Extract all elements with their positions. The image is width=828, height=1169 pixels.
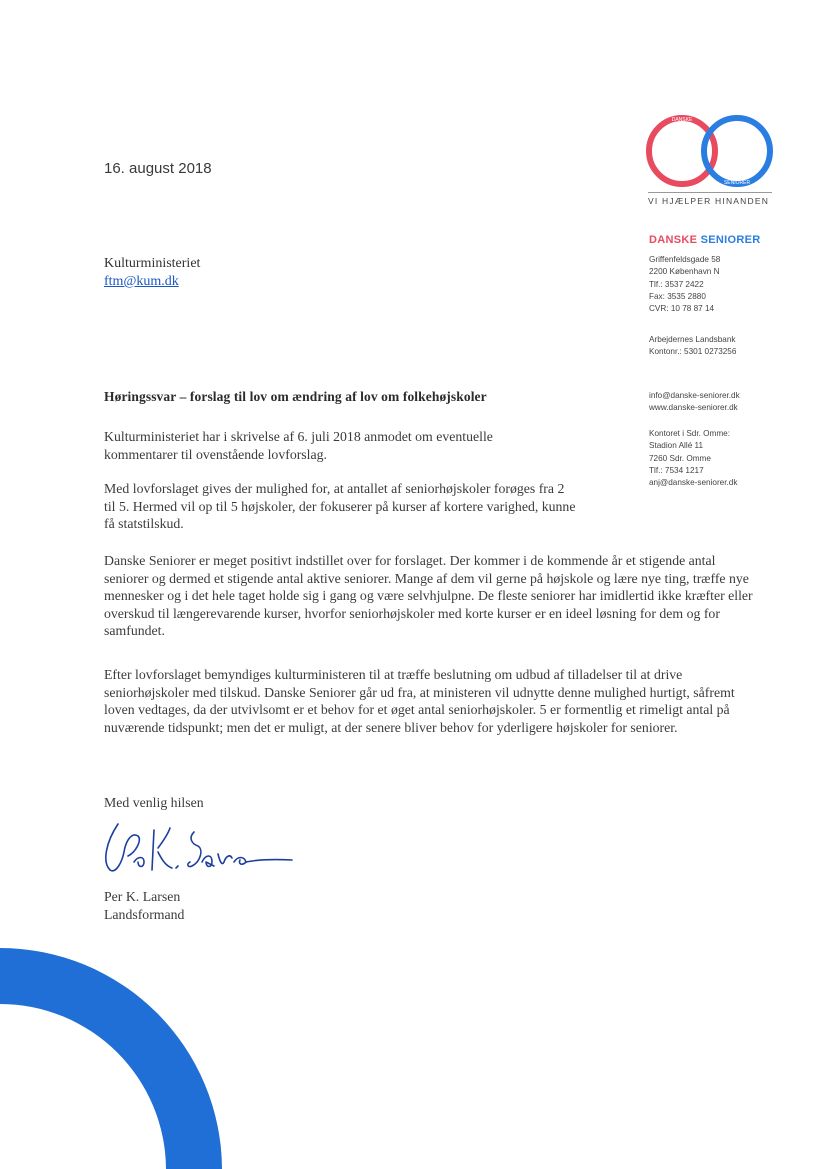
office-heading: Kontoret i Sdr. Omme: — [649, 429, 730, 438]
org-address — [649, 254, 720, 315]
address-line: Griffenfeldsgade 58 — [649, 255, 721, 264]
logo-tagline: VI HJÆLPER HINANDEN — [648, 196, 770, 206]
letter-subject: Høringssvar – forslag til lov om ændring af lov om folkehøjskoler — [104, 389, 487, 404]
recipient-block — [104, 255, 200, 291]
org-name-first: DANSKE — [649, 234, 698, 246]
bank-account: Kontonr.: 5301 0273256 — [649, 347, 737, 357]
phone: Tlf.: 3537 2422 — [649, 279, 704, 289]
org-bank — [649, 334, 736, 359]
danske-seniorer-logo — [640, 110, 780, 192]
office-phone: Tlf.: 7534 1217 — [649, 465, 704, 475]
signer-title: Landsformand — [104, 907, 185, 922]
org-name-second: SENIORER — [700, 234, 761, 246]
signer-block — [104, 888, 184, 924]
recipient-name: Kulturministeriet — [104, 256, 201, 271]
org-website[interactable]: www.danske-seniorer.dk — [649, 403, 738, 413]
org-name — [649, 234, 760, 246]
body-paragraph-1: Kulturministeriet har i skrivelse af 6. juli 2018 anmodet om eventuelle kommentarer til ovenstående lovforslag. — [104, 429, 493, 462]
body-paragraph-4: Efter lovforslaget bemyndiges kulturministeren til at træffe beslutning om udbud af tilladelser til at drive seniorhøjskoler med tilskud. Danske Seniorer går ud fra, at ministeren vil udnytte denne mulighed hurtigt, såfremt loven vedtages, da der utvivlsomt er et behov for et øget antal seniorhøjskoler. 5 er formentlig et rimeligt antal på nuværende tidspunkt; men det er muligt, at der senere bliver behov for yderligere højskoler for seniorer. — [104, 667, 735, 735]
logo-ring-text-top: DANSKE — [671, 117, 693, 123]
office-email[interactable]: anj@danske-seniorer.dk — [649, 478, 738, 488]
logo-ring-text-bottom: SENIORER — [723, 180, 751, 186]
body-paragraph-2: Med lovforslaget gives der mulighed for, at antallet af seniorhøjskoler forøges fra 2 til 5. Hermed vil op til 5 højskoler, der fokuserer på kurser af kortere varighed, kunne få statstilskud. — [104, 481, 576, 532]
office-street: Stadion Allé 11 — [649, 441, 704, 451]
address-line: 2200 København N — [649, 267, 720, 277]
cvr: CVR: 10 78 87 14 — [649, 304, 715, 314]
bank-name: Arbejdernes Landsbank — [649, 335, 736, 344]
fax: Fax: 3535 2880 — [649, 291, 706, 301]
body-paragraph-3: Danske Seniorer er meget positivt indstillet over for forslaget. Der kommer i de kommende år et stigende antal seniorer og dermed et stigende antal aktive seniorer. Mange af dem vil gerne på højskole og lære nye ting, træffe nye mennesker og i det hele taget holde sig i gang og være selvhjulpne. De fleste seniorer har imidlertid ikke kræfter eller overskud til længerevarende kurser, hvorfor seniorhøjskoler med korte kurser er en ideel løsning for dem og for samfundet. — [104, 553, 753, 639]
org-office — [649, 428, 737, 489]
recipient-email-link[interactable]: ftm@kum.dk — [104, 274, 179, 289]
signer-name: Per K. Larsen — [104, 889, 181, 904]
logo-divider — [648, 192, 772, 193]
org-email[interactable]: info@danske-seniorer.dk — [649, 391, 740, 400]
org-web — [649, 390, 740, 415]
letter-date: 16. august 2018 — [104, 160, 212, 177]
office-city: 7260 Sdr. Omme — [649, 453, 711, 463]
handwritten-signature — [96, 812, 296, 882]
letter-closing: Med venlig hilsen — [104, 795, 204, 810]
